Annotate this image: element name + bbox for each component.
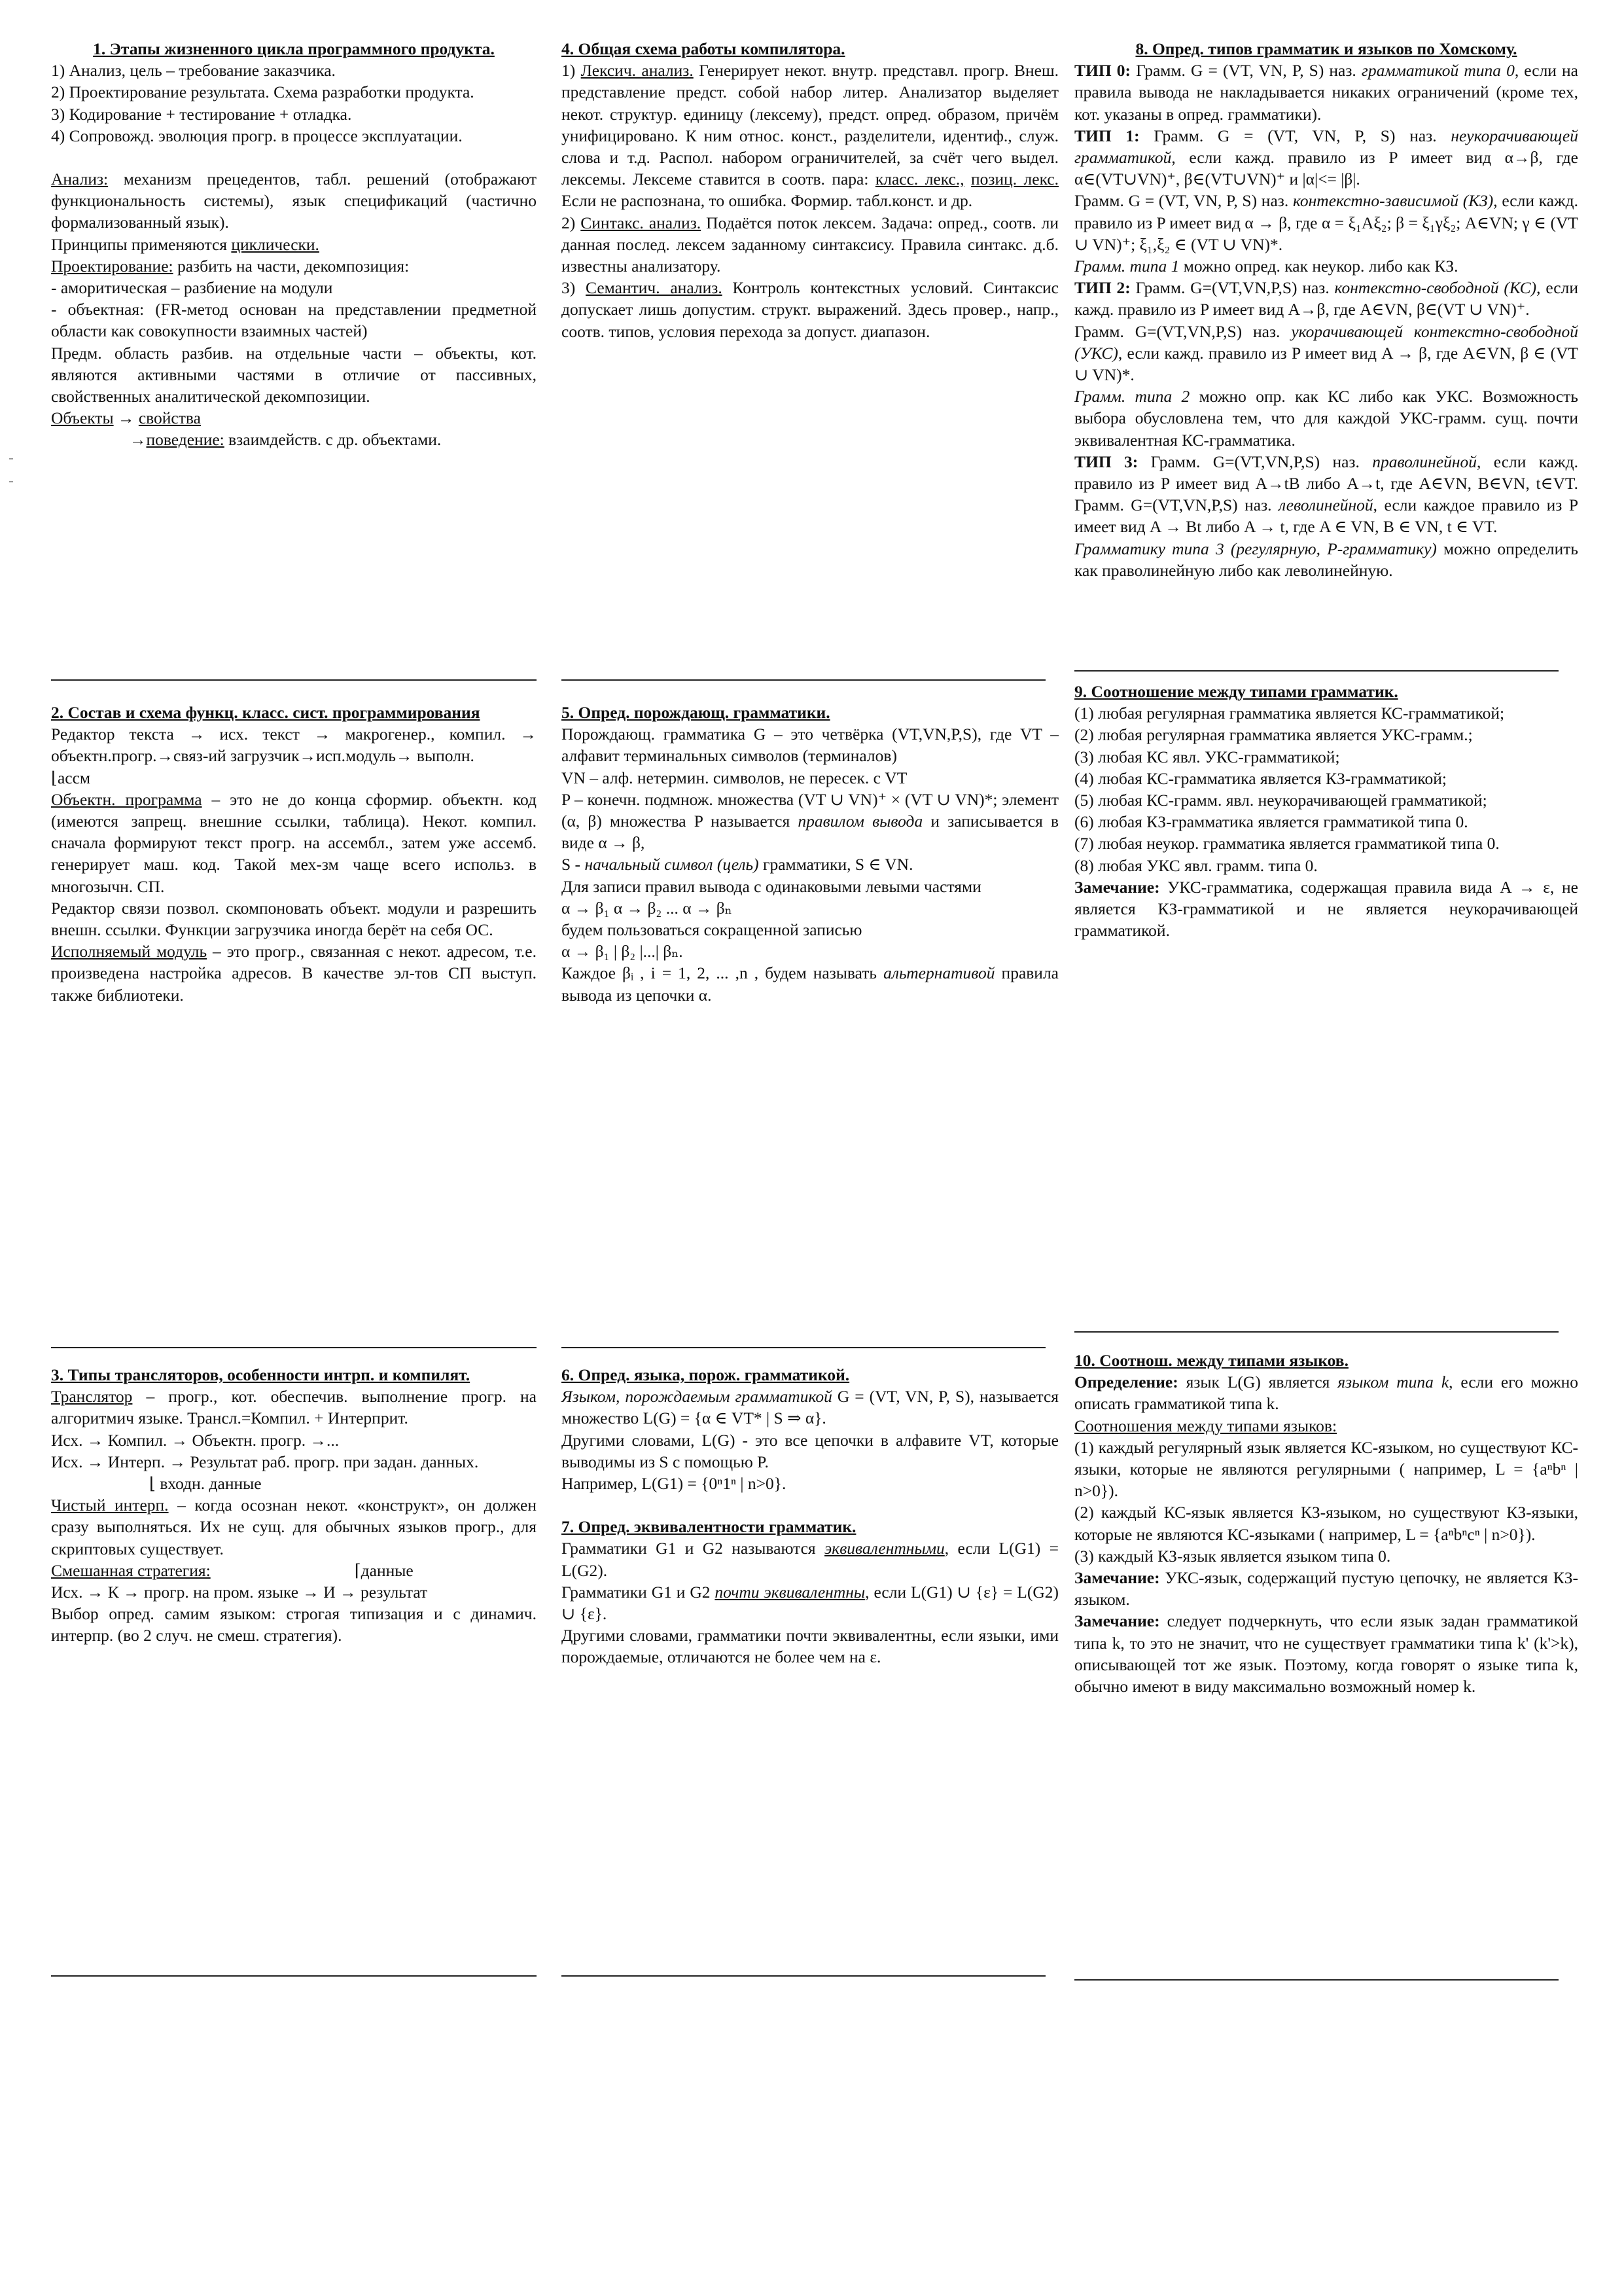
design-item: - аморитическая – разбиение на модули bbox=[51, 278, 333, 298]
type-3-paragraph: ТИП 3: Грамм. G=(VT,VN,P,S) наз. праволинейной, если кажд. правило из P имеет вид A→tB либо A→t, где A∈VN, B∈VN, t∈VT. Грамм. G=(VT,VN,P,S) наз. леволинейной, если каждое правило из P имеет вид A → Bt либо A → t, где A ∈ VN, B ∈ VN, t ∈ VT. bbox=[1074, 452, 1579, 537]
section-10 bbox=[1074, 1350, 1578, 1697]
divider bbox=[51, 679, 537, 681]
section-8-title: 8. Опред. типов грамматик и языков по Хомскому. bbox=[1135, 39, 1517, 58]
type-1-note: Грамм. типа 1 можно опред. как неукор. либо как КЗ. bbox=[1074, 257, 1458, 276]
scheme-branch: ⌊ входн. данные bbox=[149, 1474, 262, 1494]
design-item: - объектная: (FR-метод основан на представлении предметной области как совокупности взаимных частей) bbox=[51, 300, 537, 341]
list-item: (8) любая УКС явл. грамм. типа 0. bbox=[1074, 855, 1318, 875]
section-6 bbox=[561, 1364, 1059, 1668]
margin-mark bbox=[9, 481, 13, 482]
list-item: (7) любая неукор. грамматика является грамматикой типа 0. bbox=[1074, 834, 1500, 853]
relation-item: (3) каждый КЗ-язык является языком типа 0. bbox=[1074, 1546, 1391, 1566]
analysis-paragraph: Анализ: механизм прецедентов, табл. решений (отображают функциональность системы), язык спецификаций (частично формализованный язык). bbox=[51, 170, 537, 232]
object-program-paragraph: Объектн. программа – это не до конца сформир. объектн. код (имеются запрещ. внешние ссылки, таблица). Некот. компил. сначала формируют текст прогр. на ассембл., затем уже ассемб. генерирует маш. код. Такой мех-зм чаще всего использ. в многозычн. СП. bbox=[51, 789, 537, 896]
divider bbox=[1074, 1331, 1559, 1333]
scheme-line: Исх. → К → прогр. на пром. языке → И → результат bbox=[51, 1583, 428, 1602]
section-2 bbox=[51, 702, 537, 1006]
section-4 bbox=[561, 38, 1059, 342]
section-8 bbox=[1074, 38, 1578, 581]
language-definition: Языком, порождаемым грамматикой G = (VT, VN, P, S), называется множество L(G) = {α ∈ VT* | S ⇒ α}. bbox=[561, 1387, 1059, 1428]
list-item: 2) Проектирование результата. Схема разработки продукта. bbox=[51, 82, 474, 102]
list-item: (6) любая КЗ-грамматика является грамматикой типа 0. bbox=[1074, 812, 1468, 832]
list-item: (4) любая КС-грамматика является КЗ-грамматикой; bbox=[1074, 768, 1447, 788]
type-1-cs-paragraph: Грамм. G = (VT, VN, P, S) наз. контекстно-зависимой (КЗ), если кажд. правило из P имеет вид α → β, где α = ξ₁Aξ₂; β = ξ₁γξ₂; A∈VN; γ ∈ (VT ∪ VN)⁺; ξ₁,ξ₂ ∈ (VT ∪ VN)*. bbox=[1074, 191, 1578, 254]
grammar-formula: α → β₁ α → β₂ ... α → βₙ bbox=[561, 898, 732, 918]
grammar-s: S - начальный символ (цель) грамматики, S ∈ VN. bbox=[561, 855, 913, 874]
section-3 bbox=[51, 1364, 537, 1647]
language-text: Другими словами, L(G) - это все цепочки в алфавите VT, которые выводимы из S с помощью P. bbox=[561, 1430, 1059, 1471]
list-item: (2) любая регулярная грамматика является УКС-грамм.; bbox=[1074, 725, 1473, 745]
divider bbox=[561, 1347, 1046, 1348]
note-paragraph: Замечание: следует подчеркнуть, что если язык задан грамматикой типа k, то это не значит, что не существует грамматики типа k' (k'>k), описывающей тот же язык. Поэтому, когда говорят о языке типа k, обычно имеют в виду максимально возможный номер k. bbox=[1074, 1611, 1578, 1696]
section-9-title: 9. Соотношение между типами грамматик. bbox=[1074, 682, 1398, 701]
margin-mark bbox=[9, 458, 13, 459]
section-10-title: 10. Соотнош. между типами языков. bbox=[1074, 1351, 1349, 1370]
pure-interp-paragraph: Чистый интерп. – когда осознан некот. «конструкт», он должен сразу выполняться. Их не сущ. для обычных языков прогр., для скриптовых существует. bbox=[51, 1496, 537, 1558]
grammar-vn: VN – алф. нетермин. символов, не пересек. с VT bbox=[561, 768, 908, 787]
objects-line: Объекты → свойства bbox=[51, 408, 201, 428]
list-item: (5) любая КС-грамм. явл. неукорачивающей грамматикой; bbox=[1074, 791, 1487, 810]
type-2-paragraph: ТИП 2: Грамм. G=(VT,VN,P,S) наз. контекстно-свободной (КС), если кажд. правило из P имеет вид A→β, где A∈VN, β∈(VT ∪ VN)⁺. bbox=[1074, 278, 1578, 319]
note-paragraph: Замечание: УКС-грамматика, содержащая правила вида A → ε, не является КЗ-грамматикой и не является неукорачивающей грамматикой. bbox=[1074, 877, 1578, 941]
grammar-alternative: Каждое βᵢ , i = 1, 2, ... ,n , будем называть альтернативой правила вывода из цепочки α. bbox=[561, 963, 1059, 1005]
semantic-paragraph: 3) Семантич. анализ. Контроль контекстных условий. Синтаксис допускает лишь допустим. структ. выражений. Здесь провер., напр., соотв. типов, условия перехода за допуст. диапазон. bbox=[561, 278, 1059, 341]
type-3-note: Грамматику типа 3 (регулярную, P-грамматику) можно определить как праволинейную либо как леволинейную. bbox=[1074, 539, 1578, 580]
mixed-strategy-line: Смешанная стратегия: ⌈данные bbox=[51, 1560, 414, 1580]
section-2-title: 2. Состав и схема функц. класс. сист. программирования bbox=[51, 703, 480, 722]
divider bbox=[1074, 1979, 1559, 1981]
grammar-text: будем пользоваться сокращенной записью bbox=[561, 920, 862, 940]
grammar-text: Для записи правил вывода с одинаковыми левыми частями bbox=[561, 876, 981, 896]
grammar-formula: α → β₁ | β₂ |...| βₙ. bbox=[561, 942, 683, 961]
divider bbox=[51, 1347, 537, 1348]
choice-paragraph: Выбор опред. самим языком: строгая типизация и с динамич. интерпр. (во 2 случ. не смеш. стратегия). bbox=[51, 1604, 537, 1645]
list-item: (1) любая регулярная грамматика является КС-грамматикой; bbox=[1074, 704, 1505, 723]
section-5 bbox=[561, 702, 1059, 1006]
list-item: (3) любая КС явл. УКС-грамматикой; bbox=[1074, 747, 1340, 766]
relation-item: (2) каждый КС-язык является КЗ-языком, но существуют КЗ-языки, которые не являются КС-языками ( например, L = {aⁿbⁿcⁿ | n>0}). bbox=[1074, 1503, 1578, 1544]
pipeline-branch: ⌊ассм bbox=[51, 768, 91, 787]
type-2-ucs-paragraph: Грамм. G=(VT,VN,P,S) наз. укорачивающей контекстно-свободной (УКС), если кажд. правило из P имеет вид A → β, где A∈VN, β ∈ (VT ∪ VN)*. bbox=[1074, 321, 1578, 385]
section-6-title: 6. Опред. языка, порож. грамматикой. bbox=[561, 1365, 850, 1384]
type-2-note: Грамм. типа 2 можно опр. как КС либо как УКС. Возможность выбора обусловлена тем, что для каждой УКС-грамм. сущ. почти эквивалентная КС-грамматика. bbox=[1074, 387, 1578, 450]
relations-heading: Соотношения между типами языков: bbox=[1074, 1416, 1337, 1435]
section-1-title: 1. Этапы жизненного цикла программного продукта. bbox=[93, 39, 495, 58]
linker-paragraph: Редактор связи позвол. скомпоновать объект. модули и разрешить внешн. ссылки. Функции загрузчика иногда берёт на себя ОС. bbox=[51, 898, 537, 940]
lexical-paragraph: 1) Лексич. анализ. Генерирует некот. внутр. представл. прогр. Внеш. представление предст. собой набор литер. Анализатор выделяет некот. структур. единицу (лексему), предст. опред. образом, причём унифицировано. К ним относ. конст., разделители, идентиф., служ. слова и т.д. Распол. набором ограничителей, за счёт чего выдел. лексемы. Лексеме ставится в соотв. пара: класс. лекс., позиц. лекс. Если не распознана, то ошибка. Формир. табл.конст. и др. bbox=[561, 61, 1059, 211]
section-9 bbox=[1074, 681, 1578, 941]
pipeline-paragraph: Редактор текста → исх. текст → макрогенер., компил. → объектн.прогр.→связ-ий загрузчик→исп.модуль→ выполн. bbox=[51, 725, 537, 766]
list-item: 1) Анализ, цель – требование заказчика. bbox=[51, 61, 336, 81]
equivalence-text: Другими словами, грамматики почти эквивалентны, если языки, ими порождаемые, отличаются не более чем на ε. bbox=[561, 1626, 1059, 1667]
divider bbox=[561, 679, 1046, 681]
scheme-line: Исх. → Компил. → Объектн. прогр. →... bbox=[51, 1430, 340, 1450]
grammar-definition: Порождающ. грамматика G – это четвёрка (VT,VN,P,S), где VT – алфавит терминальных символов (терминалов) bbox=[561, 725, 1059, 766]
list-item: 4) Сопровожд. эволюция прогр. в процессе эксплуатации. bbox=[51, 126, 463, 145]
executable-paragraph: Исполняемый модуль – это прогр., связанная с некот. адресом, т.е. произведена настройка адресов. В качестве эл-тов СП выступ. также библиотеки. bbox=[51, 942, 537, 1005]
relation-item: (1) каждый регулярный язык является КС-языком, но существуют КС-языки, которые не являются регулярными ( например, L = {aⁿbⁿ | n>0}). bbox=[1074, 1437, 1578, 1501]
divider bbox=[1074, 670, 1559, 672]
equivalence-paragraph: Грамматики G1 и G2 называются эквивалентными, если L(G1) = L(G2). bbox=[561, 1539, 1059, 1580]
divider bbox=[51, 1975, 537, 1977]
syntax-paragraph: 2) Синтакс. анализ. Подаётся поток лексем. Задача: опред., соотв. ли данная послед. лексем заданному синтаксису. Правила синтакс. д.б. известны анализатору. bbox=[561, 213, 1059, 276]
section-3-title: 3. Типы трансляторов, особенности интрп. и компилят. bbox=[51, 1365, 470, 1384]
note-paragraph: Замечание: УКС-язык, содержащий пустую цепочку, не является КЗ-языком. bbox=[1074, 1568, 1578, 1609]
translator-paragraph: Транслятор – прогр., кот. обеспечив. выполнение прогр. на алгоритмич языке. Трансл.=Компил. + Интерприт. bbox=[51, 1387, 537, 1428]
almost-equivalence-paragraph: Грамматики G1 и G2 почти эквивалентны, если L(G1) ∪ {ε} = L(G2) ∪ {ε}. bbox=[561, 1582, 1059, 1624]
scheme-line: Исх. → Интерп. → Результат раб. прогр. при задан. данных. bbox=[51, 1452, 479, 1471]
type-1-paragraph: ТИП 1: Грамм. G = (VT, VN, P, S) наз. неукорачивающей грамматикой, если кажд. правило из P имеет вид α→β, где α∈(VT∪VN)⁺, β∈(VT∪VN)⁺ и |α|<= |β|. bbox=[1074, 126, 1578, 189]
domain-paragraph: Предм. область разбив. на отдельные части – объекты, кот. являются активными частями в отличие от пассивных, свойственных аналитической декомпозиции. bbox=[51, 343, 537, 406]
type-0-paragraph: ТИП 0: Грамм. G = (VT, VN, P, S) наз. грамматикой типа 0, если на правила вывода не накладывается никаких ограничений (кроме тех, кот. указаны в опред. грамматики). bbox=[1074, 61, 1578, 124]
section-5-title: 5. Опред. порождающ. грамматики. bbox=[561, 703, 830, 722]
design-line: Проектирование: разбить на части, декомпозиция: bbox=[51, 256, 410, 276]
divider bbox=[561, 1975, 1046, 1977]
section-1 bbox=[51, 38, 537, 451]
section-7-title: 7. Опред. эквивалентности грамматик. bbox=[561, 1517, 856, 1537]
behavior-line: →поведение: взаимдейств. с др. объектами. bbox=[130, 430, 442, 450]
grammar-p: P – конечн. подмнож. множества (VT ∪ VN)⁺ × (VT ∪ VN)*; элемент (α, β) множества P называется правилом вывода и записывается в виде α → β, bbox=[561, 789, 1059, 853]
section-4-title: 4. Общая схема работы компилятора. bbox=[561, 39, 845, 58]
list-item: 3) Кодирование + тестирование + отладка. bbox=[51, 104, 352, 124]
principles-line: Принципы применяются циклически. bbox=[51, 234, 319, 254]
language-example: Например, L(G1) = {0ⁿ1ⁿ | n>0}. bbox=[561, 1474, 786, 1494]
definition-paragraph: Определение: язык L(G) является языком типа k, если его можно описать грамматикой типа k. bbox=[1074, 1372, 1578, 1414]
